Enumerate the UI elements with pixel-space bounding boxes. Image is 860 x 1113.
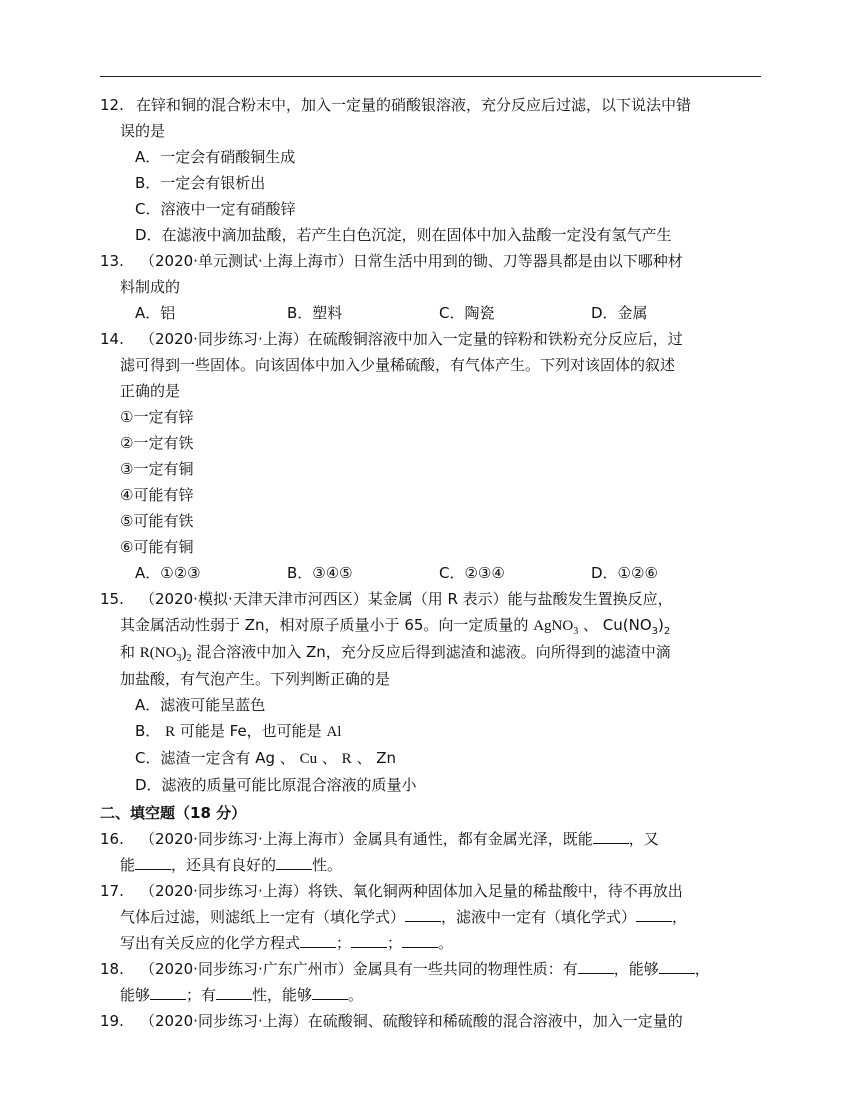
question-stem: 在锌和铜的混合粉末中，加入一定量的硝酸银溶液，充分反应后过滤，以下说法中错 — [136, 96, 692, 114]
page-content — [100, 92, 765, 1034]
option-row — [100, 560, 765, 586]
option-c: C．陶瓷 — [439, 304, 495, 322]
question-stem: （2020·同步练习·上海）在硫酸铜溶液中加入一定量的锌粉和铁粉充分反应后，过 — [140, 330, 683, 348]
question-number: 16. — [100, 830, 124, 848]
stem-text: 其金属活动性弱于 Zn，相对原子质量小于 65。向一定质量的 — [120, 616, 529, 634]
question-stem: 写出有关反应的化学方程式 ； ； 。 — [120, 934, 454, 952]
question-stem: （2020·同步练习·上海）在硫酸铜、硫酸锌和稀硫酸的混合溶液中，加入一定量的 — [140, 1012, 683, 1030]
question-19 — [100, 1008, 765, 1034]
question-number: 17. — [100, 882, 124, 900]
question-stem: （2020·同步练习·上海上海市）金属具有通性，都有金属光泽，既能 ，又 — [140, 830, 659, 848]
question-number: 19. — [100, 1012, 124, 1030]
question-17 — [100, 878, 765, 956]
answer-blank[interactable] — [351, 933, 387, 948]
question-stem: （2020·单元测试·上海上海市）日常生活中用到的锄、刀等器具都是由以下哪种材 — [140, 252, 683, 270]
option-a: A．①②③ — [135, 564, 201, 582]
question-stem: 加盐酸，有气泡产生。下列判断正确的是 — [120, 670, 391, 688]
header-rule — [100, 76, 761, 77]
question-18 — [100, 956, 765, 1008]
statement-item: ①一定有锌 — [120, 408, 194, 426]
option-b: B．塑料 — [287, 304, 343, 322]
option-c: C．滤渣一定含有 Ag 、 Cu 、 R 、 Zn — [135, 749, 397, 767]
question-15 — [100, 586, 765, 798]
statement-item: ⑥可能有铜 — [120, 538, 194, 556]
question-number: 18. — [100, 960, 124, 978]
answer-blank[interactable] — [578, 959, 614, 974]
question-stem: 料制成的 — [120, 278, 181, 296]
option-b: B．一定会有银析出 — [135, 174, 266, 192]
question-number: 14. — [100, 330, 124, 348]
question-stem — [100, 639, 765, 666]
answer-blank[interactable] — [135, 855, 171, 870]
question-number: 13. — [100, 252, 124, 270]
stem-text: 和 — [120, 643, 136, 661]
question-stem: 能够 ；有 性，能够 。 — [120, 986, 364, 1004]
statement-item: ⑤可能有铁 — [120, 512, 194, 530]
option-d: D．在滤液中滴加盐酸，若产生白色沉淀，则在固体中加入盐酸一定没有氢气产生 — [135, 226, 672, 244]
section-heading: 二、填空题（18 分） — [100, 804, 247, 822]
option-a: A．铝 — [135, 304, 176, 322]
stem-text: 混合溶液中加入 Zn，充分反应后得到滤渣和滤液。向所得到的滤渣中滴 — [196, 643, 671, 661]
question-number: 15. — [100, 590, 124, 608]
option-c: C．②③④ — [439, 564, 505, 582]
option-b: B．③④⑤ — [287, 564, 353, 582]
question-stem: （2020·同步练习·广东广州市）金属具有一些共同的物理性质：有 ，能够 ， — [140, 960, 710, 978]
formula-agno3: AgNO$_3$ — [533, 618, 579, 637]
answer-blank[interactable] — [405, 907, 441, 922]
answer-blank[interactable] — [593, 829, 629, 844]
option-a: A．一定会有硝酸铜生成 — [135, 148, 296, 166]
question-stem: 误的是 — [120, 122, 166, 140]
option-d: D．滤液的质量可能比原混合溶液的质量小 — [135, 776, 417, 794]
answer-blank[interactable] — [300, 933, 336, 948]
statement-item: ②一定有铁 — [120, 434, 194, 452]
question-stem: 气体后过滤，则滤纸上一定有（填化学式） ，滤液中一定有（填化学式） ， — [120, 908, 688, 926]
question-stem: （2020·同步练习·上海）将铁、氧化铜两种固体加入足量的稀盐酸中，待不再放出 — [140, 882, 683, 900]
question-number: 12. — [100, 96, 124, 114]
formula-rno32: $R(NO_3)_2$ — [139, 645, 192, 664]
question-12 — [100, 92, 765, 248]
answer-blank[interactable] — [150, 985, 186, 1000]
answer-blank[interactable] — [636, 907, 672, 922]
option-d: D．①②⑥ — [591, 564, 658, 582]
question-16 — [100, 826, 765, 878]
separator: 、 — [582, 616, 598, 634]
statement-item: ④可能有锌 — [120, 486, 194, 504]
question-stem: 滤可得到一些固体。向该固体中加入少量稀硫酸，有气体产生。下列对该固体的叙述 — [120, 356, 676, 374]
answer-blank[interactable] — [276, 855, 312, 870]
option-a: A．滤液可能呈蓝色 — [135, 696, 266, 714]
question-stem — [100, 612, 765, 639]
answer-blank[interactable] — [402, 933, 438, 948]
formula-cuno32: $Cu(NO_3)_2$ — [602, 616, 671, 637]
statement-item: ③一定有铜 — [120, 460, 194, 478]
answer-blank[interactable] — [312, 985, 348, 1000]
answer-blank[interactable] — [659, 959, 695, 974]
question-stem: （2020·模拟·天津天津市河西区）某金属（用 R 表示）能与盐酸发生置换反应， — [140, 590, 673, 608]
option-c: C．溶液中一定有硝酸锌 — [135, 200, 296, 218]
question-13 — [100, 248, 765, 326]
option-d: D．金属 — [591, 304, 648, 322]
answer-blank[interactable] — [216, 985, 252, 1000]
question-14 — [100, 326, 765, 586]
option-row — [100, 300, 765, 326]
question-stem: 正确的是 — [120, 382, 181, 400]
option-b: B． R 可能是 Fe，也可能是 Al — [135, 722, 342, 740]
question-stem: 能 ，还具有良好的 性。 — [120, 856, 343, 874]
